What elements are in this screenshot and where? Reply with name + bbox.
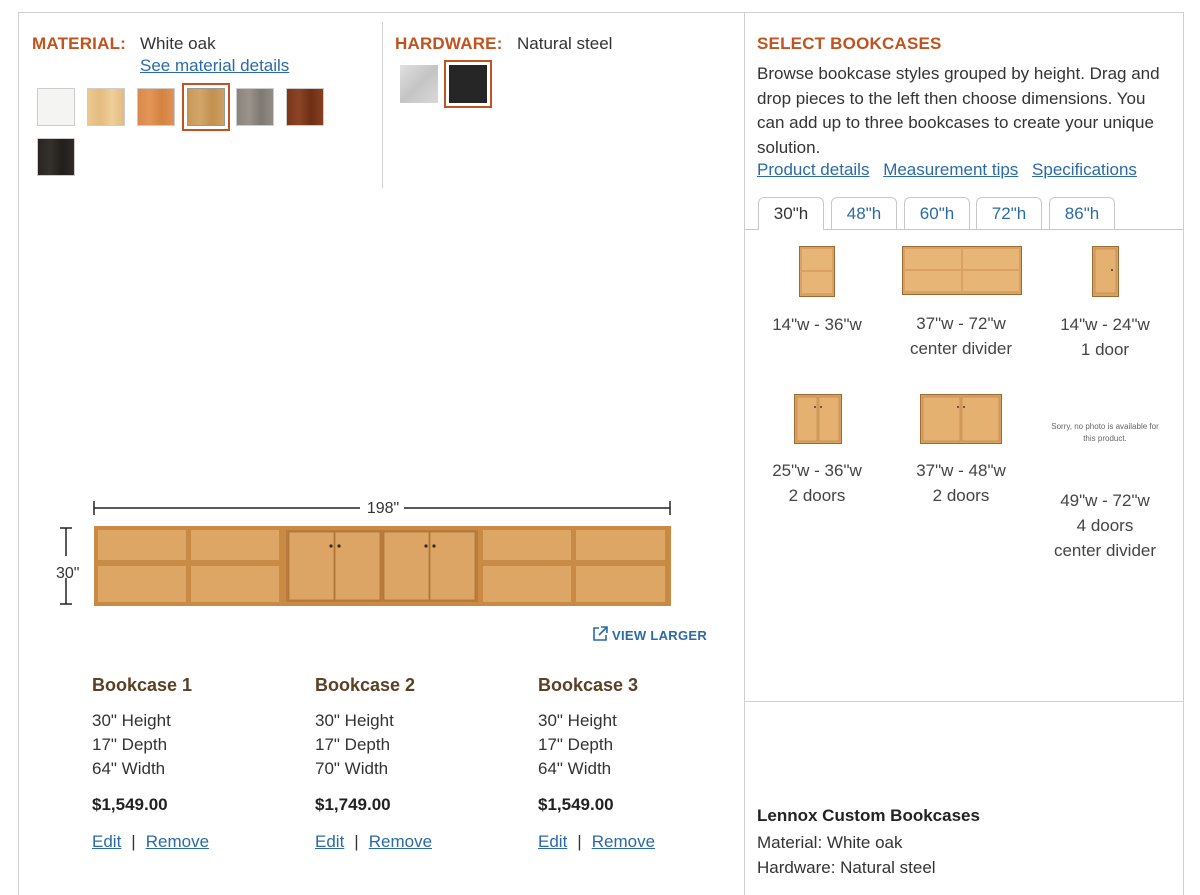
hardware-value: Natural steel [517, 34, 613, 53]
product-size: 14"w - 24"w [1060, 315, 1150, 334]
bookcase-1-title: Bookcase 1 [92, 675, 193, 695]
bookcase-3-title: Bookcase 3 [538, 675, 639, 695]
tab-72h[interactable]: 72"h [976, 197, 1042, 229]
bookcase-1-actions [92, 832, 209, 852]
select-bookcases-title: SELECT BOOKCASES [757, 34, 942, 53]
bookcase-3-edit-link[interactable]: Edit [538, 832, 568, 851]
product-caption-3 [1025, 312, 1185, 362]
product-variant: center divider [909, 339, 1013, 358]
total-width-label: 198" [366, 500, 400, 517]
select-description: Browse bookcase styles grouped by height. Drag and drop pieces to the left then choose dimensions. You can add up to three bookcases to create your unique solution. [757, 64, 1160, 157]
summary-divider [745, 701, 1183, 702]
material-label: MATERIAL: [32, 34, 127, 53]
product-variant: 2 doors [788, 486, 846, 505]
bookcase-2-edit-link[interactable]: Edit [315, 832, 345, 851]
bookcase-2-title: Bookcase 2 [315, 675, 416, 695]
product-two-doors-thumb[interactable] [794, 394, 842, 444]
bookcase-2-depth: 17" Depth [315, 735, 391, 754]
bookcase-2-price: $1,749.00 [315, 795, 391, 814]
bookcase-2-remove-link[interactable]: Remove [368, 832, 433, 851]
view-larger-label: VIEW LARGER [612, 628, 708, 643]
swatch-maple[interactable] [87, 88, 125, 126]
action-separator: | [577, 832, 582, 851]
product-variant: 4 doors [1076, 516, 1134, 535]
bookcase-1-height: 30" Height [92, 711, 171, 730]
hardware-label: HARDWARE: [395, 34, 503, 53]
tab-60h[interactable]: 60"h [904, 197, 970, 229]
swatch-cherry[interactable] [137, 88, 175, 126]
bookcase-1-edit-link[interactable]: Edit [92, 832, 122, 851]
swatch-walnut[interactable] [286, 88, 324, 126]
product-links [757, 160, 1146, 180]
product-caption-1 [737, 312, 897, 337]
product-one-door-thumb[interactable] [1092, 246, 1119, 297]
view-larger-button[interactable] [592, 626, 707, 643]
swatch-natural-steel[interactable] [400, 65, 438, 103]
action-separator: | [354, 832, 359, 851]
panel-divider [744, 12, 745, 895]
swatch-charcoal[interactable] [37, 138, 75, 176]
product-size: 14"w - 36"w [772, 315, 862, 334]
product-variant: 1 door [1080, 340, 1130, 359]
product-size: 25"w - 36"w [772, 461, 862, 480]
swatch-white-oak[interactable] [187, 88, 225, 126]
bookcase-1-price: $1,549.00 [92, 795, 168, 814]
bookcase-assembly-preview[interactable] [94, 526, 671, 606]
product-caption-5 [881, 458, 1041, 508]
product-center-divider-thumb[interactable] [902, 246, 1022, 295]
active-tab-gap [759, 229, 823, 230]
no-photo-placeholder: Sorry, no photo is available for this product. [1051, 422, 1159, 443]
summary-hardware: Hardware: Natural steel [757, 858, 936, 877]
bookcase-3-remove-link[interactable]: Remove [591, 832, 656, 851]
product-variant: center divider [1053, 541, 1157, 560]
product-two-doors-wide-thumb[interactable] [920, 394, 1002, 444]
bookcase-3-depth: 17" Depth [538, 735, 614, 754]
swatch-gray[interactable] [236, 88, 274, 126]
specifications-link[interactable]: Specifications [1032, 160, 1137, 179]
bookcase-1-remove-link[interactable]: Remove [145, 832, 210, 851]
height-label: 30" [56, 565, 80, 582]
summary-material: Material: White oak [757, 833, 903, 852]
product-size: 37"w - 72"w [916, 314, 1006, 333]
product-caption-4 [737, 458, 897, 508]
bookcase-3-height: 30" Height [538, 711, 617, 730]
options-divider [382, 22, 383, 188]
swatch-graphite[interactable] [449, 65, 487, 103]
action-separator: | [131, 832, 136, 851]
bookcase-1-depth: 17" Depth [92, 735, 168, 754]
bookcase-2-width: 70" Width [315, 759, 389, 778]
bookcase-3-price: $1,549.00 [538, 795, 614, 814]
product-caption-6 [1025, 488, 1185, 563]
product-size: 37"w - 48"w [916, 461, 1006, 480]
external-link-icon [592, 626, 608, 642]
tab-30h[interactable]: 30"h [758, 197, 824, 230]
swatch-white[interactable] [37, 88, 75, 126]
bookcase-3-width: 64" Width [538, 759, 612, 778]
tab-48h[interactable]: 48"h [831, 197, 897, 229]
product-variant: 2 doors [932, 486, 990, 505]
bookcase-2-actions [315, 832, 432, 852]
product-open-bookcase-thumb[interactable] [799, 246, 835, 297]
product-details-link[interactable]: Product details [757, 160, 870, 179]
product-caption-2 [881, 311, 1041, 361]
bookcase-3-actions [538, 832, 655, 852]
product-size: 49"w - 72"w [1060, 491, 1150, 510]
bookcase-1-width: 64" Width [92, 759, 166, 778]
material-details-link[interactable]: See material details [140, 56, 290, 75]
summary-title: Lennox Custom Bookcases [757, 806, 980, 825]
bookcase-2-preview[interactable] [286, 530, 478, 602]
material-value: White oak [140, 34, 216, 53]
tab-86h[interactable]: 86"h [1049, 197, 1115, 229]
measurement-tips-link[interactable]: Measurement tips [883, 160, 1019, 179]
bookcase-2-height: 30" Height [315, 711, 394, 730]
